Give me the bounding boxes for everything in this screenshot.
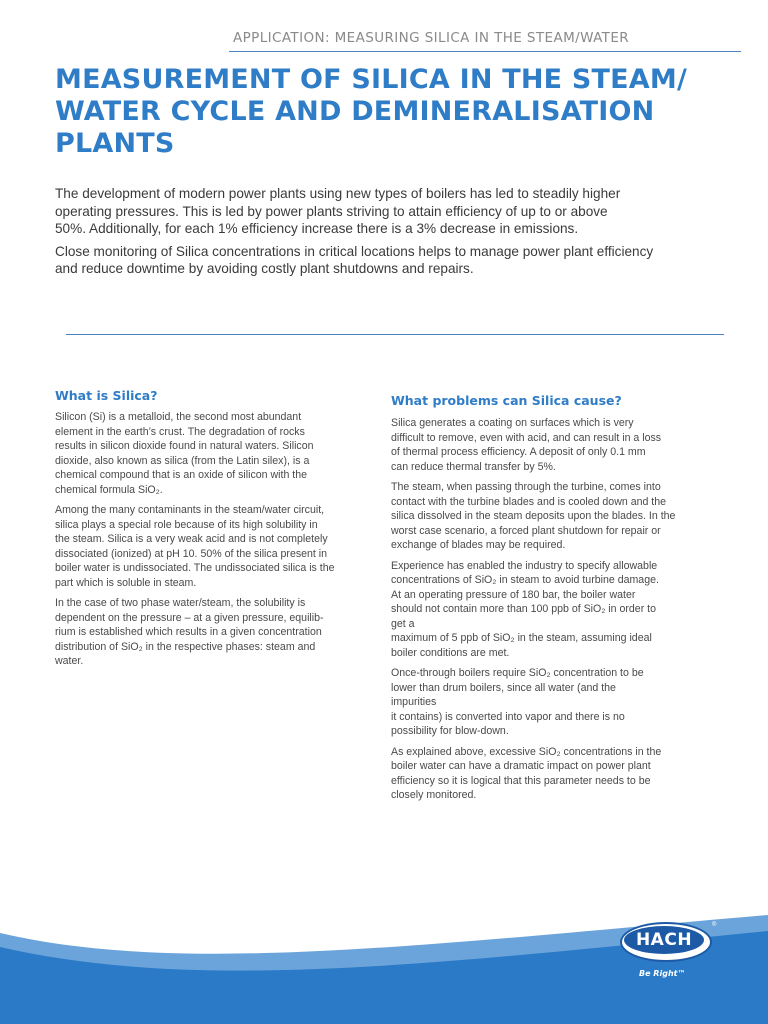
silica-problems-section — [391, 393, 711, 809]
hach-logo — [620, 922, 716, 992]
page-title-text: MEASUREMENT OF SILICA IN THE STEAM/ WATER CYCLE AND DEMINERALISATION PLANTS — [55, 64, 688, 159]
header-label: APPLICATION: MEASURING SILICA IN THE STEAM/WATER — [233, 30, 630, 46]
registered-mark: ® — [712, 922, 717, 928]
page-title — [55, 64, 745, 160]
section-heading: What is Silica? — [55, 388, 158, 403]
section-divider — [66, 334, 724, 335]
header-divider — [229, 51, 741, 52]
body-paragraph: In the case of two phase water/steam, the solubility is dependent on the pressure – at a given pressure, equilib- rium is established which results in a given concentration distribution of SiO₂ in the respective phases: steam and water. — [55, 597, 324, 667]
intro-paragraph: The development of modern power plants using new types of boilers has led to steadily higher operating pressures. This is led by power plants striving to attain efficiency of up to or above 50%. Additionally, for each 1% efficiency increase there is a 3% decrease in emissions. — [55, 186, 621, 236]
body-paragraph: As explained above, excessive SiO₂ concentrations in the boiler water can have a dramatic impact on power plant efficiency so it is logical that this parameter needs to be closely monitored. — [391, 745, 662, 801]
logo-tagline: Be Right™ — [639, 969, 686, 978]
logo-wordmark: HACH — [635, 930, 693, 950]
body-paragraph: Silicon (Si) is a metalloid, the second most abundant element in the earth’s crust. The degradation of rocks results in silicon dioxide found in natural waters. Silicon dioxide, also known as silica (from the Latin silex), is a chemical compound that is an oxide of silicon with the chemical formula SiO₂. — [55, 411, 314, 496]
what-is-silica-section — [55, 388, 367, 675]
body-paragraph: Silica generates a coating on surfaces which is very difficult to remove, even with acid, and can result in a loss of thermal process efficiency. A deposit of only 0.1 mm can reduce thermal transfer by 5%. — [391, 417, 662, 473]
body-paragraph: Experience has enabled the industry to specify allowable concentrations of SiO₂ in steam to avoid turbine damage. At an operating pressure of 180 bar, the boiler water should not contain more than 100 ppb of SiO₂ in order to get a maximum of 5 ppb of SiO₂ in the steam, assuming ideal boiler conditions are met. — [391, 559, 659, 659]
body-paragraph: The steam, when passing through the turbine, comes into contact with the turbine blades and is cooled down and the silica dissolved in the steam deposits upon the blades. In the worst case scenario, a forced plant shutdown for repair or exchange of blades may be required. — [391, 481, 676, 551]
body-paragraph: Once-through boilers require SiO₂ concentration to be lower than drum boilers, since all water (and the impurities it contains) is converted into vapor and there is no possibility for blow-down. — [391, 667, 644, 737]
body-paragraph: Among the many contaminants in the steam/water circuit, silica plays a special role because of its high solubility in the steam. Silica is a very weak acid and is not completely dissociated (ionized) at pH 10. 50% of the silica present in boiler water is undissociated. The undissociated silica is the part which is soluble in steam. — [55, 504, 335, 589]
intro-section — [55, 185, 723, 283]
intro-paragraph: Close monitoring of Silica concentrations in critical locations helps to manage power plant efficiency and reduce downtime by avoiding costly plant shutdowns and repairs. — [55, 243, 654, 276]
section-heading: What problems can Silica cause? — [391, 393, 622, 408]
